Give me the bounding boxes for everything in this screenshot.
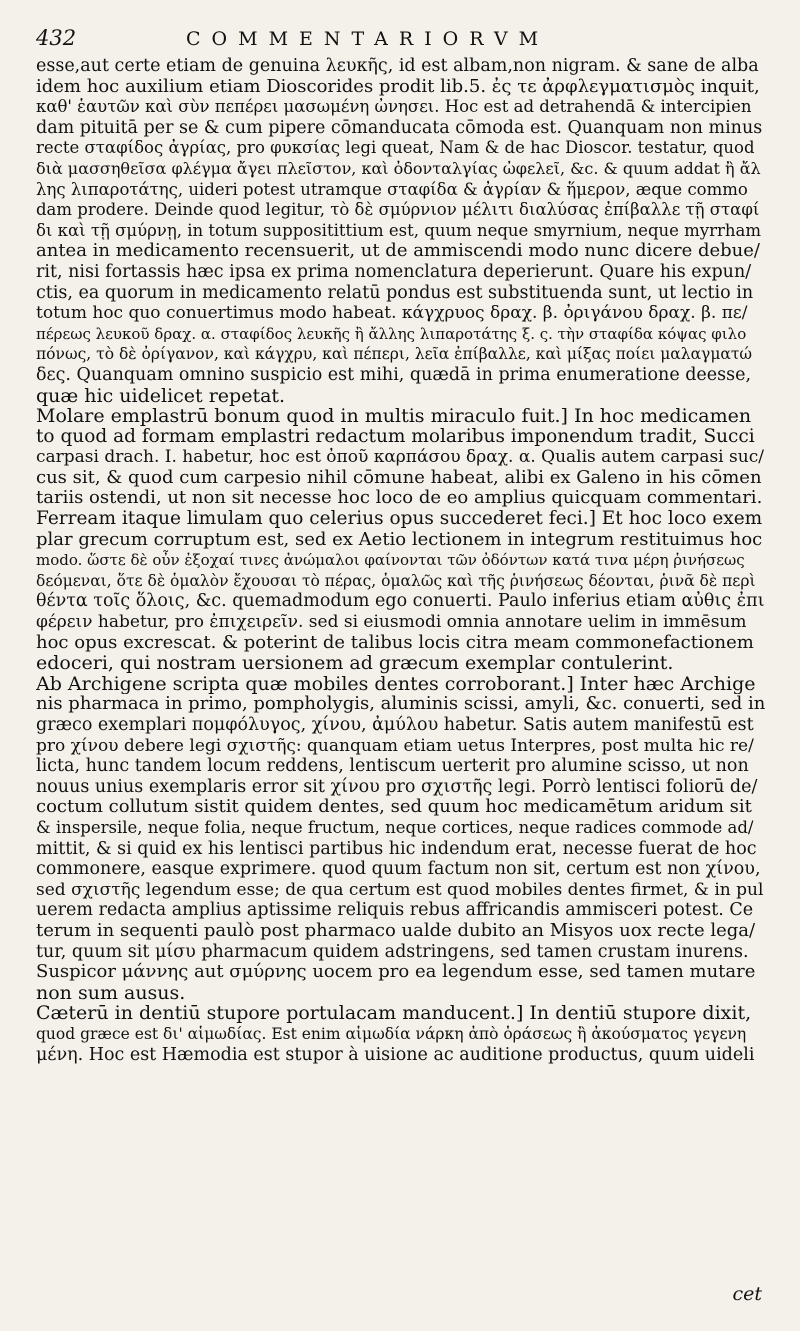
text-line: pro χίνου debere legi σχιστῆς: quanquam etiam uetus Interpres, post multa hic re/ [36,735,754,756]
text-line: dam prodere. Deinde quod legitur, τὸ δὲ σμύρνιον μέλιτι διαλύσας ἐπίβαλλε τῇ σταφί [36,200,760,220]
text-line: ctis, ea quorum in medicamento relatū pondus est substituenda sunt, ut lectio in [36,282,754,303]
text-line: commonere, easque exprimere. quod quum factum non sit, certum est non χίνου, [36,859,761,880]
text-line: esse,aut certe etiam de genuina λευκῆς, id est albam,non nigram. & sane de alba [36,56,759,76]
text-line: edoceri, qui nostram uersionem ad græcum exemplar contulerint. [36,653,674,674]
text-line: δες. Quanquam omnino suspicio est mihi, quædā in prima enumeratione deesse, [36,364,752,385]
text-line: carpasi drach. I. habetur, hoc est ὀποῦ καρπάσου δραχ. α. Qualis autem carpasi suc/ [36,447,764,468]
text-line: θέντα τοῖς ὅλοις, &c. quemadmodum ego conuerti. Paulo inferius etiam αὖθις ἐπι [36,591,765,612]
body-text [36,56,766,1065]
text-line: coctum collutum sistit quidem dentes, sed quum hoc medicamētum aridum sit [36,797,752,818]
text-line: græco exemplari πομφόλυγος, χίνου, ἀμύλου habetur. Satis autem manifestū est [36,715,754,735]
text-line: φέρειν habetur, pro ἐπιχειρεῖν. sed si eiusmodi omnia annotare uelim in immēsum [36,612,747,633]
text-line: πέρεως λευκοῦ δραχ. α. σταφίδος λευκῆς ἢ ἄλλης λιπαροτάτης ξ. ς. τὴν σταφίδα κόψας φιλο [36,324,747,343]
text-line: & inspersile, neque folia, neque fructum, neque cortices, neque radices commode ad/ [36,817,754,837]
text-line: tariis ostendi, ut non sit necesse hoc loco de eo amplius quicquam commentari. [36,488,763,509]
text-line: Suspicor μάννης aut σμύρνης uocem pro ea legendum esse, sed tamen mutare [36,962,756,983]
text-line: δεόμεναι, ὅτε δὲ ὁμαλὸν ἔχουσαι τὸ πέρας, ὁμαλῶς καὶ τῆς ῥινήσεως δέονται, ῥινᾶ δὲ περὶ [36,571,756,590]
text-line: Ab Archigene scripta quæ mobiles dentes corroborant.] Inter hæc Archige [36,673,756,695]
text-line: λης λιπαροτάτης, uideri potest utramque σταφίδα & ἀγρίαν & ἥμερον, æque commo [36,179,748,199]
text-line: to quod ad formam emplastri redactum molaribus imponendum tradit, Succi [36,426,755,447]
catchword: cet [732,1283,762,1305]
page-header [36,26,766,56]
text-line: idem hoc auxilium etiam Dioscorides prodit lib.5. ἐς τε ἀρφλεγματισμὸς inquit, [36,76,760,97]
text-line: μένη. Hoc est Hæmodia est stupor à uisione ac auditione productus, quum uideli [36,1044,755,1065]
text-line: δι καὶ τῇ σμύρνῃ, in totum suppositittium est, quum neque smyrnium, neque myrrham [36,220,762,240]
text-line: quod græce est δι' αἱμωδίας. Est enim αἱμωδία νάρκη ἀπὸ ὁράσεως ἢ ἀκούσματος γεγενη [36,1024,747,1043]
text-line: mittit, & si quid ex his lentisci partibus hic indendum erat, necesse fuerat de hoc [36,838,757,859]
text-line: licta, hunc tandem locum reddens, lentiscum uerterit pro alumine scisso, ut non [36,756,749,777]
text-line: Molare emplastrū bonum quod in multis miraculo fuit.] In hoc medicamen [36,406,752,427]
text-line: Cæterū in dentiū stupore portulacam manducent.] In dentiū stupore dixit, [36,1003,752,1024]
text-line: non sum ausus. [36,982,186,1004]
text-line: antea in medicamento recensuerit, ut de ammiscendi modo nunc dicere debue/ [36,241,760,262]
text-line: cus sit, & quod cum carpesio nihil cōmune habeat, alibi ex Galeno in his cōmen [36,467,762,488]
text-line: sed σχιστῆς legendum esse; de qua certum est quod mobiles dentes firmet, & in pul [36,879,764,900]
text-line: καθ' ἑαυτῶν καὶ σὺν πεπέρει μασωμένη ὠνησει. Hoc est ad detrahendā & intercipien [36,97,752,117]
text-line: dam pituitā per se & cum pipere cōmanducata cōmoda est. Quanquam non minus [36,117,763,138]
text-line: tur, quum sit μίσυ pharmacum quidem adstringens, sed tamen crustam inurens. [36,941,749,962]
text-line: hoc opus excrescat. & poterint de talibus locis citra meam commonefactionem [36,632,754,653]
text-line: terum in sequenti paulò post pharmaco ualde dubito an Misyos uox recte lega/ [36,920,756,941]
text-line: quæ hic uidelicet repetat. [36,385,286,407]
text-line: modo. ὥστε δὲ οὖν ἐξοχαί τινες ἀνώμαλοι φαίνονται τῶν ὀδόντων κατά τινα μέρη ῥινήσεως [36,551,745,570]
page-number: 432 [36,26,77,50]
text-line: διὰ μασσηθεῖσα φλέγμα ἄγει πλεῖστον, καὶ ὀδονταλγίας ὠφελεῖ, &c. & quum addat ἢ ἄλ [36,158,761,178]
text-line: Ferream itaque limulam quo celerius opus succederet feci.] Et hoc loco exem [36,509,763,530]
text-line: recte σταφίδος ἀγρίας, pro φυκσίας legi queat, Nam & de hac Dioscor. testatur, quod [36,138,755,158]
text-line: uerem redacta amplius aptissime reliquis rebus affricandis ammisceri potest. Ce [36,900,754,921]
text-line: nouus unius exemplaris error sit χίνου pro σχιστῆς legi. Porrò lentisci foliorū de/ [36,776,758,797]
text-line: totum hoc quo conuertimus modo habeat. κάγχρυος δραχ. β. ὀριγάνου δραχ. β. πε/ [36,303,748,324]
text-line: rit, nisi fortassis hæc ipsa ex prima nomenclatura deperierunt. Quare his expun/ [36,261,752,282]
text-line: plar grecum corruptum est, sed ex Aetio lectionem in integrum restituimus hoc [36,529,763,550]
text-line: nis pharmaca in primo, pompholygis, aluminis scissi, amyli, &c. conuerti, sed in [36,694,766,715]
text-line: πόνως, τὸ δὲ ὀρίγανον, καὶ κάγχρυ, καὶ πέπερι, λεῖα ἐπίβαλλε, καὶ μίξας ποίει μαλαγματώ [36,345,753,364]
running-head: COMMENTARIORVM [186,28,550,50]
